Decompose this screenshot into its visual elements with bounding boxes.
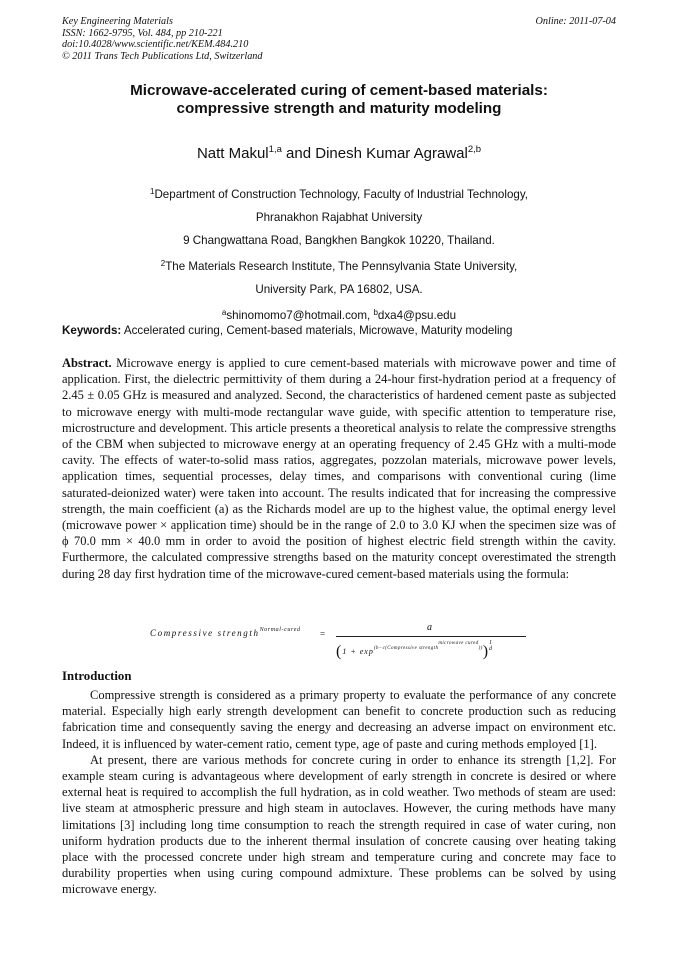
formula-outer-exponent <box>489 640 493 652</box>
intro-paragraph-2: At present, there are various methods for concrete curing in order to enhance its strength [1,2]. For example steam curing is advantageous where development of early strength in concrete is desired or where external heat is required to accomplish the full hydration, as in cold weather. Two methods of steam are used: live steam at atmospheric pressure and high steam in autoclaves. However, the curing methods have many limitations [3] including long time consumption to reach the strength required in case of water curing, non uniform hydration products due to the inherent thermal insulation of concrete causing over heating taking place with the processed concrete under high stream and temperature curing and concrete may face to durability properties when using curing compound admixture. These problems can be solved by using microwave energy. <box>62 752 616 897</box>
email-a: shinomomo7@hotmail.com, <box>226 309 374 322</box>
title-line-2: compressive strength and maturity modeling <box>176 100 502 117</box>
doi-line: doi:10.4028/www.scientific.net/KEM.484.210 <box>62 39 249 51</box>
author-1-affil-mark: 1,a <box>268 144 282 155</box>
introduction-heading: Introduction <box>62 669 132 683</box>
affiliation-1-line-1 <box>62 180 616 206</box>
keywords-label: Keywords: <box>62 324 122 337</box>
abstract-label: Abstract. <box>62 356 112 370</box>
formula-numerator: a <box>427 622 432 633</box>
author-list <box>62 140 616 164</box>
formula-denominator <box>336 640 493 661</box>
issn-line: ISSN: 1662-9795, Vol. 484, pp 210-221 <box>62 27 223 39</box>
formula-close-paren: ) <box>482 643 490 660</box>
formula-exp-den: d <box>489 646 494 652</box>
author-connector: and <box>281 145 316 162</box>
intro-paragraph-1: Compressive strength is considered as a primary property to evaluate the performance of any concrete material. Especially high early strength development can benefit to concrete production such as reducing fabrication time and consequently saving the energy and decreasing an adverse impact on environment etc. Indeed, it is influenced by water-cement ratio, cement type, age of paste and curing methods employed [1]. <box>62 688 616 751</box>
author-2-name: Dinesh Kumar Agrawal <box>315 145 468 162</box>
title-line-1: Microwave-accelerated curing of cement-based materials: <box>130 82 548 99</box>
affiliation-1-mark: 1 <box>149 187 155 196</box>
formula-fraction-bar <box>336 636 526 637</box>
email-a-mark: a <box>221 308 227 317</box>
formula-lhs <box>150 627 301 638</box>
formula-exp-num: 1 <box>489 640 494 646</box>
formula-den-exp-inner: microwave cured <box>438 641 479 646</box>
affiliation-1-line-2: Phranakhon Rajabhat University <box>255 211 423 224</box>
email-b: dxa4@psu.edu <box>377 309 457 322</box>
affiliation-2-line-1 <box>62 252 616 278</box>
introduction-body <box>62 687 616 898</box>
author-1-name: Natt Makul <box>196 145 269 162</box>
formula-open-paren: ( <box>336 643 343 660</box>
online-date: Online: 2011-07-04 <box>535 16 616 27</box>
maturity-formula <box>150 624 530 664</box>
affiliation-2-line-2: University Park, PA 16802, USA. <box>255 283 423 296</box>
formula-lhs-sup: Normal-cured <box>259 627 301 633</box>
abstract-text: Microwave energy is applied to cure cement-based materials with microwave power and time of application. First, the dielectric permittivity of them during a 24-hour first-hydration period at a frequency of 2.45 ± 0.05 GHz is measured and analyzed. Second, the characteristics of hardened cement paste as subjected to microwave energy with multi-mode rectangular wave guide, with specific attention to temperature rise, microstructure and development. This article presents a theoretical analysis to relate the compressive strengths of the CBM when subjected to microwave energy at an operating frequency of 2.45 GHz with a multi-mode cavity. The effects of water-to-solid mass ratios, aggregates, pozzolan materials, microwave power levels, application times, sequential processes, delay times, and comparisons with conventional curing (lime saturated-deionized water) were taken into account. The results indicated that for increasing the compressive strength, the main coefficient (a) as the Richards model are up to the highest value, the optimal energy level (microwave power × application time) should be in the range of 2.0 to 3.0 KJ when the specimen size was of ϕ 70.0 mm × 40.0 mm in order to avoid the position of highest electric field strength within the cavity. Furthermore, the calculated compressive strengths based on the maturity concept overestimated the strength during 28 day first hydration time of the microwave-cured cement-based materials using the formula: <box>62 356 616 581</box>
copyright-line: © 2011 Trans Tech Publications Ltd, Switzerland <box>62 50 263 62</box>
formula-den-exp-text: (b−c(Compressive strength <box>373 646 439 651</box>
journal-header <box>62 16 616 62</box>
affiliation-1-text: Department of Construction Technology, Faculty of Industrial Technology, <box>154 188 528 201</box>
keywords-text: Accelerated curing, Cement-based materials, Microwave, Maturity modeling <box>121 324 513 337</box>
author-2-affil-mark: 2,b <box>467 144 482 155</box>
formula-den-exponent <box>373 641 483 651</box>
formula-lhs-text: Compressive strength <box>150 628 260 638</box>
affiliation-2-mark: 2 <box>160 259 166 268</box>
affiliation-1-line-3: 9 Changwattana Road, Bangkhen Bangkok 10220, Thailand. <box>183 234 495 247</box>
paper-title <box>62 82 616 118</box>
affiliations <box>62 180 616 327</box>
journal-name: Key Engineering Materials <box>62 16 173 27</box>
affiliation-2-text: The Materials Research Institute, The Pennsylvania State University, <box>165 260 518 273</box>
formula-equals: = <box>320 629 326 639</box>
formula-den-exp-close: )) <box>478 646 483 651</box>
email-b-mark: b <box>373 308 378 317</box>
formula-den-text: 1 + exp <box>342 647 374 656</box>
keywords <box>62 323 616 338</box>
abstract <box>62 355 616 582</box>
